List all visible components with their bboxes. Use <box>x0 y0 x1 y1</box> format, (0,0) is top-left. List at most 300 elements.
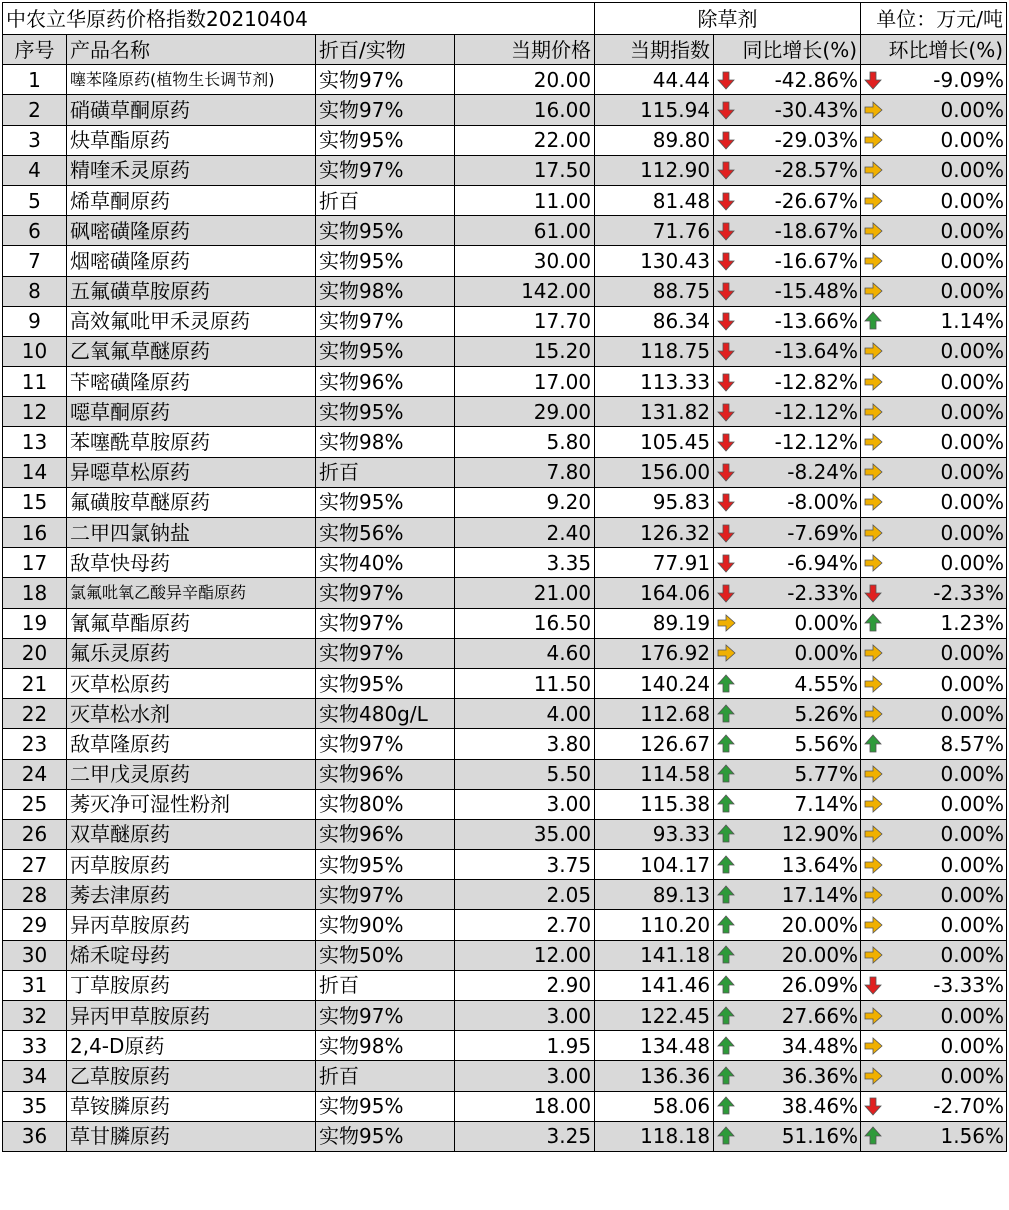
product-name: 乙草胺原药 <box>67 1061 316 1091</box>
product-spec: 实物80% <box>316 789 455 819</box>
yoy-growth-cell <box>714 850 861 880</box>
row-index: 25 <box>3 789 67 819</box>
mom-growth-value: 0.00% <box>940 218 1005 243</box>
current-index: 141.18 <box>595 940 714 970</box>
arrow-right-icon <box>863 341 883 361</box>
arrow-down-icon <box>716 553 736 573</box>
mom-growth-value: 0.00% <box>940 671 1005 696</box>
arrow-right-icon <box>863 1066 883 1086</box>
title-row <box>3 3 1007 35</box>
arrow-right-icon <box>863 402 883 422</box>
product-spec: 实物90% <box>316 910 455 940</box>
mom-growth-value: -9.09% <box>933 67 1005 92</box>
table-row <box>3 185 1007 215</box>
row-index: 14 <box>3 457 67 487</box>
current-index: 118.18 <box>595 1121 714 1151</box>
row-index: 27 <box>3 850 67 880</box>
current-price: 2.05 <box>455 880 595 910</box>
mom-growth-cell <box>861 789 1007 819</box>
mom-growth-value: 1.14% <box>940 309 1005 334</box>
table-row <box>3 427 1007 457</box>
product-name: 苯噻酰草胺原药 <box>67 427 316 457</box>
product-name: 异丙草胺原药 <box>67 910 316 940</box>
yoy-growth-value: -26.67% <box>774 188 859 213</box>
arrow-up-icon <box>716 885 736 905</box>
current-price: 4.60 <box>455 638 595 668</box>
arrow-up-icon <box>716 975 736 995</box>
arrow-up-icon <box>716 794 736 814</box>
current-index: 126.32 <box>595 518 714 548</box>
mom-growth-cell <box>861 940 1007 970</box>
arrow-right-icon <box>863 553 883 573</box>
arrow-right-icon <box>863 794 883 814</box>
product-spec: 折百 <box>316 185 455 215</box>
yoy-growth-cell <box>714 276 861 306</box>
row-index: 29 <box>3 910 67 940</box>
current-index: 95.83 <box>595 487 714 517</box>
current-price: 3.75 <box>455 850 595 880</box>
row-index: 11 <box>3 367 67 397</box>
product-spec: 实物97% <box>316 880 455 910</box>
current-price: 7.80 <box>455 457 595 487</box>
yoy-growth-cell <box>714 910 861 940</box>
product-name: 苄嘧磺隆原药 <box>67 367 316 397</box>
unit-label: 单位：万元/吨 <box>861 3 1007 35</box>
product-spec: 实物50% <box>316 940 455 970</box>
row-index: 21 <box>3 668 67 698</box>
current-index: 134.48 <box>595 1031 714 1061</box>
row-index: 1 <box>3 65 67 95</box>
arrow-up-icon <box>716 764 736 784</box>
yoy-growth-value: 5.26% <box>794 701 859 726</box>
current-index: 176.92 <box>595 638 714 668</box>
yoy-growth-value: -8.24% <box>787 460 859 485</box>
arrow-up-icon <box>716 1006 736 1026</box>
col-header-mom: 环比增长(%) <box>861 35 1007 65</box>
mom-growth-value: 0.00% <box>940 97 1005 122</box>
row-index: 17 <box>3 548 67 578</box>
table-row <box>3 548 1007 578</box>
current-price: 1.95 <box>455 1031 595 1061</box>
table-row <box>3 306 1007 336</box>
mom-growth-value: 0.00% <box>940 128 1005 153</box>
current-index: 122.45 <box>595 1001 714 1031</box>
mom-growth-cell <box>861 1061 1007 1091</box>
current-price: 15.20 <box>455 336 595 366</box>
row-index: 5 <box>3 185 67 215</box>
current-index: 141.46 <box>595 970 714 1000</box>
table-row <box>3 95 1007 125</box>
yoy-growth-cell <box>714 367 861 397</box>
arrow-up-icon <box>716 824 736 844</box>
row-index: 22 <box>3 699 67 729</box>
arrow-right-icon <box>863 764 883 784</box>
product-name: 噁草酮原药 <box>67 397 316 427</box>
mom-growth-cell <box>861 185 1007 215</box>
arrow-down-icon <box>863 1096 883 1116</box>
row-index: 19 <box>3 608 67 638</box>
table-row <box>3 668 1007 698</box>
yoy-growth-value: -12.82% <box>774 369 859 394</box>
arrow-right-icon <box>863 281 883 301</box>
product-spec: 实物95% <box>316 1091 455 1121</box>
arrow-right-icon <box>863 191 883 211</box>
arrow-right-icon <box>863 432 883 452</box>
mom-growth-value: 0.00% <box>940 913 1005 938</box>
current-index: 112.90 <box>595 155 714 185</box>
arrow-right-icon <box>863 160 883 180</box>
yoy-growth-value: 7.14% <box>794 792 859 817</box>
yoy-growth-value: -13.64% <box>774 339 859 364</box>
yoy-growth-cell <box>714 729 861 759</box>
current-price: 3.35 <box>455 548 595 578</box>
current-price: 11.00 <box>455 185 595 215</box>
product-name: 二甲戊灵原药 <box>67 759 316 789</box>
yoy-growth-cell <box>714 578 861 608</box>
mom-growth-cell <box>861 699 1007 729</box>
mom-growth-value: 0.00% <box>940 520 1005 545</box>
arrow-right-icon <box>863 1006 883 1026</box>
mom-growth-cell <box>861 578 1007 608</box>
yoy-growth-cell <box>714 246 861 276</box>
current-index: 113.33 <box>595 367 714 397</box>
product-name: 2,4-D原药 <box>67 1031 316 1061</box>
mom-growth-cell <box>861 487 1007 517</box>
current-index: 77.91 <box>595 548 714 578</box>
yoy-growth-value: -42.86% <box>774 67 859 92</box>
product-name: 氯氟吡氧乙酸异辛酯原药 <box>67 578 316 608</box>
product-name: 噻苯隆原药(植物生长调节剂) <box>67 65 316 95</box>
yoy-growth-value: 20.00% <box>781 943 859 968</box>
mom-growth-cell <box>861 910 1007 940</box>
arrow-right-icon <box>863 492 883 512</box>
current-index: 81.48 <box>595 185 714 215</box>
product-spec: 实物95% <box>316 1121 455 1151</box>
current-index: 131.82 <box>595 397 714 427</box>
mom-growth-value: 0.00% <box>940 792 1005 817</box>
yoy-growth-cell <box>714 216 861 246</box>
arrow-up-icon <box>716 945 736 965</box>
yoy-growth-value: 27.66% <box>781 1003 859 1028</box>
yoy-growth-cell <box>714 880 861 910</box>
yoy-growth-cell <box>714 1001 861 1031</box>
product-spec: 实物95% <box>316 850 455 880</box>
mom-growth-cell <box>861 1001 1007 1031</box>
table-row <box>3 970 1007 1000</box>
product-name: 砜嘧磺隆原药 <box>67 216 316 246</box>
mom-growth-cell <box>861 1091 1007 1121</box>
yoy-growth-value: 5.56% <box>794 731 859 756</box>
yoy-growth-cell <box>714 819 861 849</box>
yoy-growth-cell <box>714 518 861 548</box>
product-name: 双草醚原药 <box>67 819 316 849</box>
table-row <box>3 638 1007 668</box>
mom-growth-value: 0.00% <box>940 430 1005 455</box>
current-index: 93.33 <box>595 819 714 849</box>
current-price: 3.00 <box>455 1001 595 1031</box>
mom-growth-value: 0.00% <box>940 1033 1005 1058</box>
arrow-up-icon <box>716 1096 736 1116</box>
arrow-right-icon <box>863 130 883 150</box>
product-spec: 实物96% <box>316 367 455 397</box>
product-name: 异丙甲草胺原药 <box>67 1001 316 1031</box>
mom-growth-value: 0.00% <box>940 701 1005 726</box>
yoy-growth-value: -6.94% <box>787 550 859 575</box>
current-price: 35.00 <box>455 819 595 849</box>
mom-growth-cell <box>861 95 1007 125</box>
row-index: 6 <box>3 216 67 246</box>
yoy-growth-value: -18.67% <box>774 218 859 243</box>
product-spec: 实物98% <box>316 1031 455 1061</box>
current-index: 156.00 <box>595 457 714 487</box>
yoy-growth-value: -12.12% <box>774 430 859 455</box>
col-header-index: 序号 <box>3 35 67 65</box>
row-index: 12 <box>3 397 67 427</box>
table-row <box>3 125 1007 155</box>
table-row <box>3 578 1007 608</box>
current-index: 118.75 <box>595 336 714 366</box>
yoy-growth-value: 36.36% <box>781 1063 859 1088</box>
table-row <box>3 940 1007 970</box>
product-spec: 实物95% <box>316 216 455 246</box>
table-row <box>3 1061 1007 1091</box>
mom-growth-cell <box>861 729 1007 759</box>
table-row <box>3 1001 1007 1031</box>
yoy-growth-cell <box>714 548 861 578</box>
arrow-up-icon <box>863 311 883 331</box>
mom-growth-cell <box>861 880 1007 910</box>
product-spec: 实物98% <box>316 427 455 457</box>
arrow-down-icon <box>716 160 736 180</box>
product-name: 草甘膦原药 <box>67 1121 316 1151</box>
table-row <box>3 457 1007 487</box>
arrow-down-icon <box>716 583 736 603</box>
mom-growth-cell <box>861 759 1007 789</box>
arrow-right-icon <box>863 855 883 875</box>
mom-growth-cell <box>861 518 1007 548</box>
current-index: 126.67 <box>595 729 714 759</box>
current-price: 5.50 <box>455 759 595 789</box>
col-header-yoy: 同比增长(%) <box>714 35 861 65</box>
row-index: 2 <box>3 95 67 125</box>
arrow-right-icon <box>863 1036 883 1056</box>
col-header-spec: 折百/实物 <box>316 35 455 65</box>
table-row <box>3 1091 1007 1121</box>
row-index: 33 <box>3 1031 67 1061</box>
product-name: 烯草酮原药 <box>67 185 316 215</box>
arrow-right-icon <box>863 523 883 543</box>
current-index: 110.20 <box>595 910 714 940</box>
table-row <box>3 65 1007 95</box>
current-index: 112.68 <box>595 699 714 729</box>
yoy-growth-cell <box>714 1061 861 1091</box>
mom-growth-value: 0.00% <box>940 762 1005 787</box>
current-price: 5.80 <box>455 427 595 457</box>
yoy-growth-cell <box>714 95 861 125</box>
current-price: 2.40 <box>455 518 595 548</box>
yoy-growth-cell <box>714 336 861 366</box>
product-spec: 实物95% <box>316 125 455 155</box>
product-spec: 实物97% <box>316 729 455 759</box>
yoy-growth-cell <box>714 970 861 1000</box>
product-name: 烯禾啶母药 <box>67 940 316 970</box>
arrow-down-icon <box>716 432 736 452</box>
table-row <box>3 246 1007 276</box>
product-name: 氟磺胺草醚原药 <box>67 487 316 517</box>
product-name: 丙草胺原药 <box>67 850 316 880</box>
row-index: 9 <box>3 306 67 336</box>
current-price: 2.70 <box>455 910 595 940</box>
yoy-growth-value: 5.77% <box>794 762 859 787</box>
mom-growth-cell <box>861 850 1007 880</box>
mom-growth-cell <box>861 1121 1007 1151</box>
current-index: 105.45 <box>595 427 714 457</box>
mom-growth-value: 0.00% <box>940 399 1005 424</box>
mom-growth-value: 0.00% <box>940 943 1005 968</box>
arrow-right-icon <box>863 643 883 663</box>
row-index: 13 <box>3 427 67 457</box>
product-name: 氟乐灵原药 <box>67 638 316 668</box>
current-price: 3.80 <box>455 729 595 759</box>
mom-growth-cell <box>861 548 1007 578</box>
table-row <box>3 367 1007 397</box>
product-name: 丁草胺原药 <box>67 970 316 1000</box>
yoy-growth-value: -16.67% <box>774 248 859 273</box>
yoy-growth-value: -28.57% <box>774 158 859 183</box>
yoy-growth-cell <box>714 65 861 95</box>
yoy-growth-value: 13.64% <box>781 852 859 877</box>
mom-growth-value: 0.00% <box>940 248 1005 273</box>
row-index: 24 <box>3 759 67 789</box>
row-index: 16 <box>3 518 67 548</box>
row-index: 35 <box>3 1091 67 1121</box>
mom-growth-cell <box>861 970 1007 1000</box>
mom-growth-value: 0.00% <box>940 550 1005 575</box>
mom-growth-value: 1.23% <box>940 611 1005 636</box>
row-index: 4 <box>3 155 67 185</box>
arrow-down-icon <box>716 251 736 271</box>
current-price: 142.00 <box>455 276 595 306</box>
current-price: 17.70 <box>455 306 595 336</box>
row-index: 20 <box>3 638 67 668</box>
arrow-up-icon <box>863 613 883 633</box>
product-name: 乙氧氟草醚原药 <box>67 336 316 366</box>
current-index: 86.34 <box>595 306 714 336</box>
arrow-down-icon <box>716 191 736 211</box>
current-price: 2.90 <box>455 970 595 1000</box>
current-index: 89.80 <box>595 125 714 155</box>
col-header-price: 当期价格 <box>455 35 595 65</box>
yoy-growth-cell <box>714 185 861 215</box>
table-row <box>3 819 1007 849</box>
arrow-down-icon <box>716 311 736 331</box>
arrow-right-icon <box>716 643 736 663</box>
current-index: 89.19 <box>595 608 714 638</box>
mom-growth-cell <box>861 276 1007 306</box>
mom-growth-cell <box>861 819 1007 849</box>
row-index: 3 <box>3 125 67 155</box>
table-row <box>3 518 1007 548</box>
product-name: 灭草松水剂 <box>67 699 316 729</box>
yoy-growth-value: -29.03% <box>774 128 859 153</box>
yoy-growth-cell <box>714 397 861 427</box>
mom-growth-value: 0.00% <box>940 882 1005 907</box>
yoy-growth-cell <box>714 427 861 457</box>
arrow-up-icon <box>716 915 736 935</box>
product-spec: 实物97% <box>316 306 455 336</box>
mom-growth-cell <box>861 668 1007 698</box>
table-row <box>3 910 1007 940</box>
category-label: 除草剂 <box>595 3 861 35</box>
arrow-down-icon <box>716 402 736 422</box>
mom-growth-value: 8.57% <box>940 731 1005 756</box>
yoy-growth-value: 12.90% <box>781 822 859 847</box>
mom-growth-cell <box>861 65 1007 95</box>
current-index: 58.06 <box>595 1091 714 1121</box>
yoy-growth-value: -2.33% <box>787 580 859 605</box>
table-row <box>3 276 1007 306</box>
current-index: 104.17 <box>595 850 714 880</box>
current-index: 140.24 <box>595 668 714 698</box>
row-index: 28 <box>3 880 67 910</box>
col-header-index-value: 当期指数 <box>595 35 714 65</box>
table-row <box>3 759 1007 789</box>
product-name: 精喹禾灵原药 <box>67 155 316 185</box>
product-spec: 实物97% <box>316 155 455 185</box>
arrow-right-icon <box>863 824 883 844</box>
product-name: 异噁草松原药 <box>67 457 316 487</box>
yoy-growth-value: 0.00% <box>794 611 859 636</box>
table-row <box>3 1121 1007 1151</box>
column-header-row <box>3 35 1007 65</box>
current-price: 4.00 <box>455 699 595 729</box>
mom-growth-value: 0.00% <box>940 822 1005 847</box>
arrow-right-icon <box>716 613 736 633</box>
table-row <box>3 336 1007 366</box>
yoy-growth-value: -15.48% <box>774 279 859 304</box>
mom-growth-cell <box>861 306 1007 336</box>
arrow-up-icon <box>716 734 736 754</box>
product-name: 灭草松原药 <box>67 668 316 698</box>
product-name: 敌草隆原药 <box>67 729 316 759</box>
current-index: 114.58 <box>595 759 714 789</box>
yoy-growth-value: 51.16% <box>781 1124 859 1149</box>
product-spec: 实物95% <box>316 668 455 698</box>
mom-growth-value: 0.00% <box>940 641 1005 666</box>
table-row <box>3 1031 1007 1061</box>
product-spec: 实物97% <box>316 1001 455 1031</box>
mom-growth-value: 0.00% <box>940 188 1005 213</box>
row-index: 31 <box>3 970 67 1000</box>
mom-growth-cell <box>861 397 1007 427</box>
row-index: 34 <box>3 1061 67 1091</box>
yoy-growth-value: 4.55% <box>794 671 859 696</box>
mom-growth-cell <box>861 367 1007 397</box>
row-index: 32 <box>3 1001 67 1031</box>
product-spec: 实物95% <box>316 336 455 366</box>
mom-growth-value: 1.56% <box>940 1124 1005 1149</box>
current-price: 3.25 <box>455 1121 595 1151</box>
row-index: 8 <box>3 276 67 306</box>
product-spec: 实物95% <box>316 246 455 276</box>
mom-growth-cell <box>861 427 1007 457</box>
yoy-growth-cell <box>714 155 861 185</box>
row-index: 7 <box>3 246 67 276</box>
arrow-up-icon <box>716 1036 736 1056</box>
arrow-down-icon <box>863 583 883 603</box>
product-name: 烟嘧磺隆原药 <box>67 246 316 276</box>
current-price: 17.00 <box>455 367 595 397</box>
